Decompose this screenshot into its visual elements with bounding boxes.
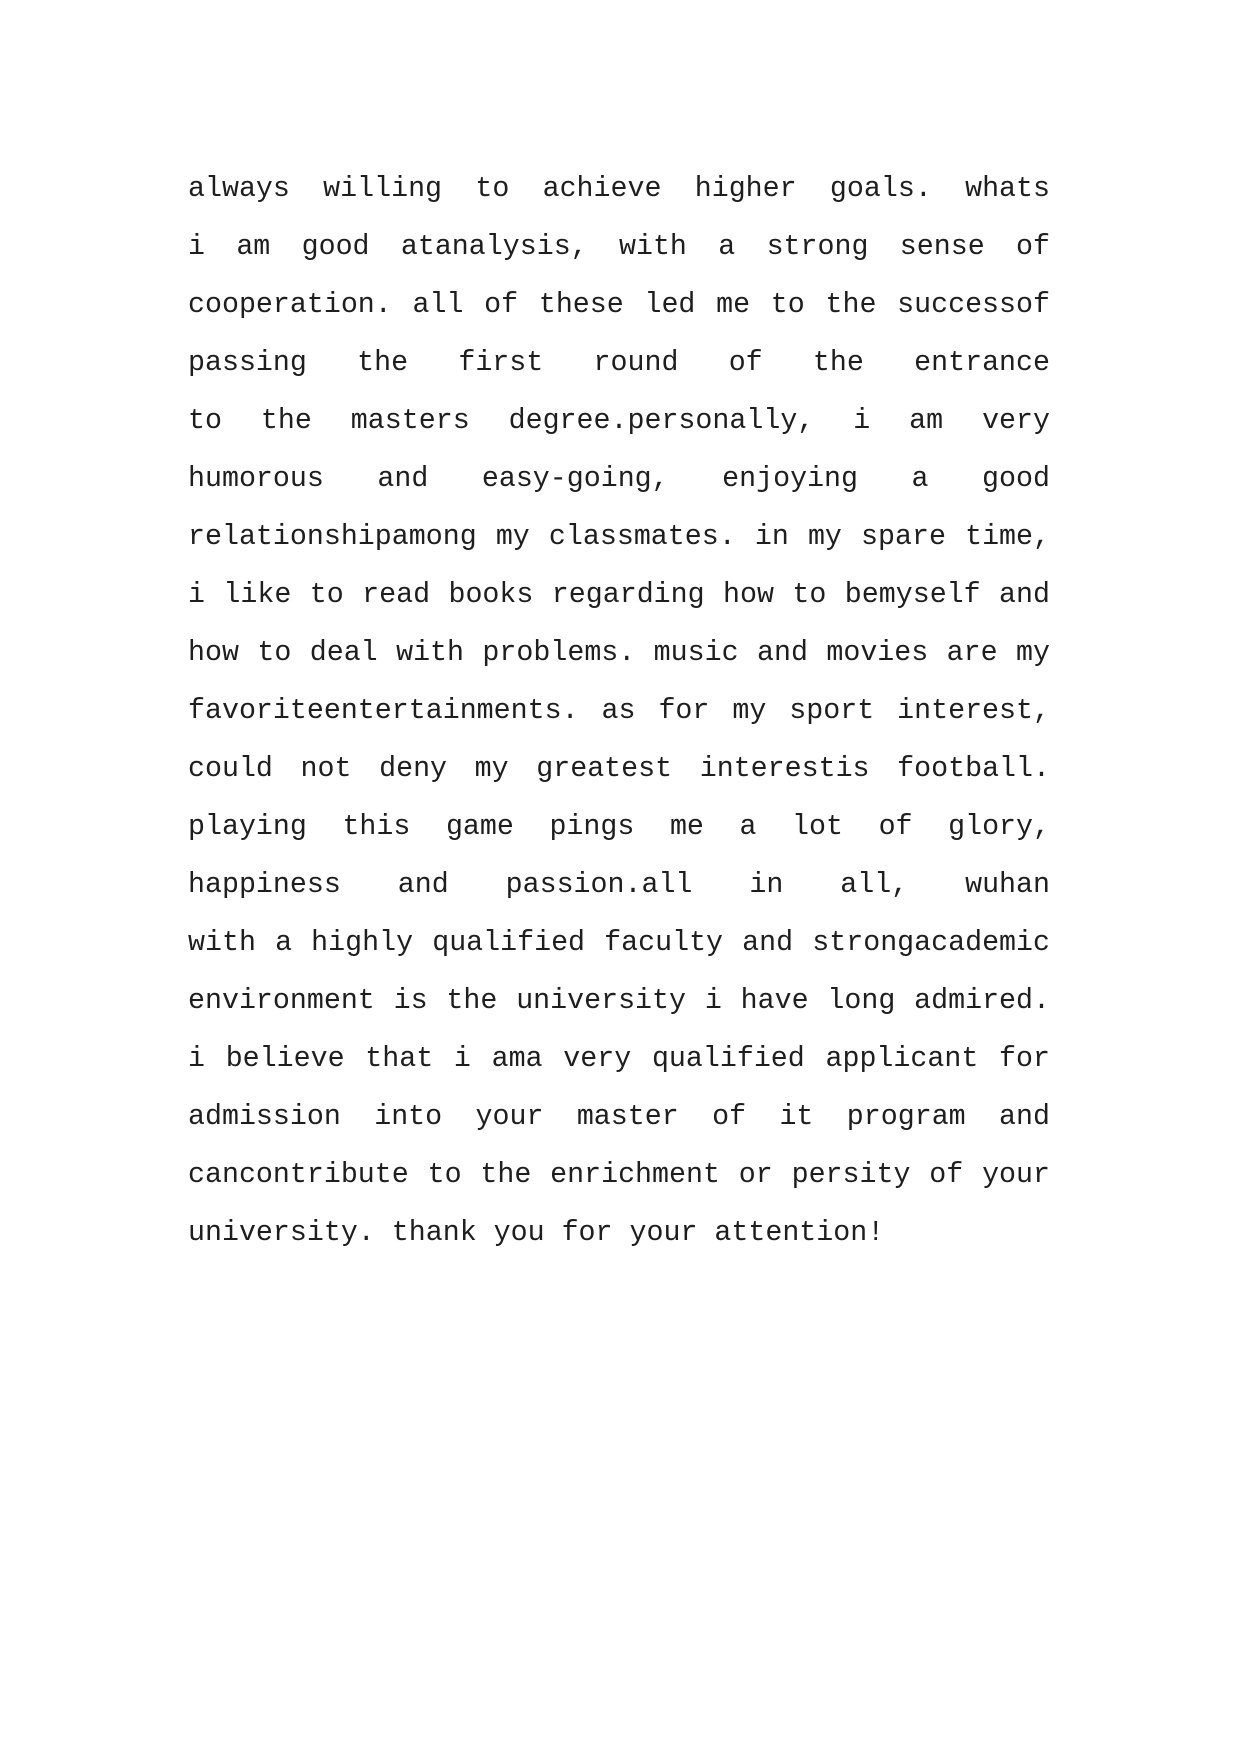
text-line: playing this game pings me a lot of glory,: [188, 811, 1050, 843]
text-line: happiness and passion.all in all, wuhan: [188, 869, 1050, 901]
text-line: i like to read books regarding how to bemyself and: [188, 579, 1050, 611]
text-line: i am good atanalysis, with a strong sense of: [188, 231, 1050, 263]
text-line: humorous and easy-going, enjoying a good: [188, 463, 1050, 495]
text-line: passing the first round of the entrance: [188, 347, 1050, 379]
text-line: with a highly qualified faculty and strongacademic: [188, 927, 1050, 959]
text-line: i believe that i ama very qualified applicant for: [188, 1043, 1050, 1075]
text-line: could not deny my greatest interestis football.: [188, 753, 1050, 785]
text-line-last: university. thank you for your attention!: [188, 1217, 885, 1249]
text-line: always willing to achieve higher goals. whats: [188, 173, 1050, 205]
text-line: to the masters degree.personally, i am very: [188, 405, 1050, 437]
text-line: relationshipamong my classmates. in my spare time,: [188, 521, 1050, 553]
body-paragraph: [188, 160, 1050, 1262]
text-line: cooperation. all of these led me to the successof: [188, 289, 1050, 321]
text-line: cancontribute to the enrichment or persity of your: [188, 1159, 1050, 1191]
text-line: environment is the university i have long admired.: [188, 985, 1050, 1017]
text-line: favoriteentertainments. as for my sport interest,: [188, 695, 1050, 727]
text-line: how to deal with problems. music and movies are my: [188, 637, 1050, 669]
text-line: admission into your master of it program and: [188, 1101, 1050, 1133]
